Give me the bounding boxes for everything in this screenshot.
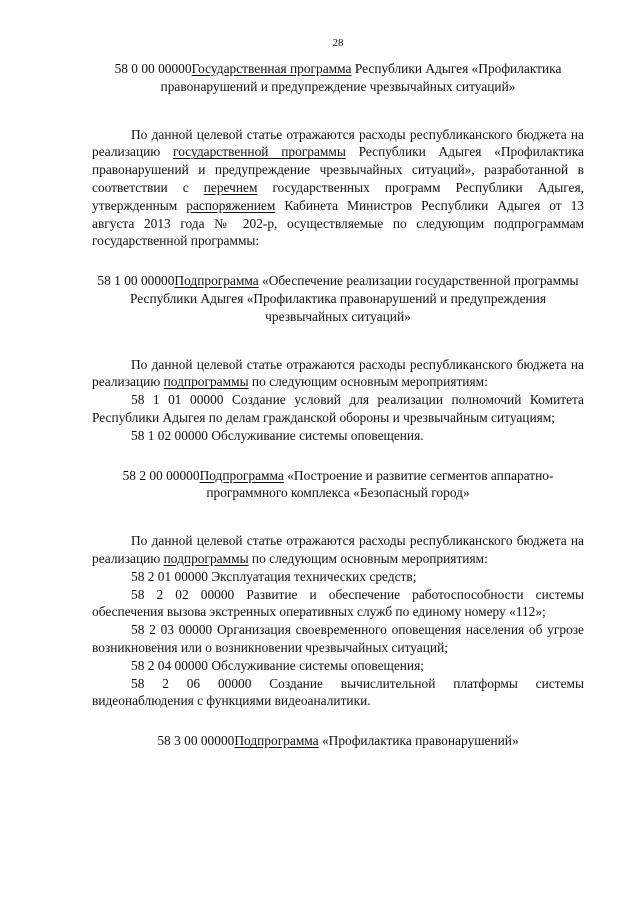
list-item: 58 2 03 00000 Организация своевременного оповещения населения об угрозе возникновения или о возникновении чрезвычайных ситуаций; bbox=[92, 622, 584, 655]
subprogram-link[interactable]: подпрограммы bbox=[163, 374, 249, 390]
paragraph-text: Кабинета Министров Республики Адыгея от 13 августа 2013 года № 202-р, осуществляемые по следующим подпрограммам государственной программы: bbox=[92, 197, 584, 249]
heading-code: 58 3 00 00000 bbox=[157, 733, 235, 749]
spacer bbox=[92, 502, 584, 532]
list-item: 58 1 01 00000 Создание условий для реализации полномочий Комитета Республики Адыгея по делам гражданской обороны и чрезвычайным ситуациям; bbox=[92, 392, 584, 425]
paragraph-text: государственных программ Республики Адыгея, утвержденным bbox=[92, 179, 584, 213]
subprogram-link[interactable]: подпрограммы bbox=[163, 550, 249, 566]
state-program-link[interactable]: государственной программы bbox=[173, 144, 346, 160]
spacer bbox=[92, 326, 584, 356]
list-item: 58 1 02 00000 Обслуживание системы оповещения. bbox=[131, 427, 424, 443]
heading-text: Республики Адыгея «Профилактика правонарушений и предупреждение чрезвычайных ситуаций» bbox=[160, 61, 562, 94]
spacer bbox=[92, 250, 584, 272]
subprogram-link[interactable]: Подпрограмма bbox=[199, 467, 284, 483]
program-link[interactable]: Государственная программа bbox=[191, 61, 352, 76]
heading-code: 58 2 00 00000 bbox=[122, 467, 200, 483]
paragraph-text: по следующим основным мероприятиям: bbox=[248, 550, 488, 566]
heading-code: 58 0 00 00000 bbox=[114, 61, 192, 76]
heading-code: 58 1 00 00000 bbox=[97, 273, 175, 289]
program-heading bbox=[92, 60, 584, 96]
paragraph-text: Республики Адыгея «Профилактика правонарушений и предупреждение чрезвычайных ситуаций», разработанной в соответствии с bbox=[92, 144, 584, 195]
list-item: 58 2 06 00000 Создание вычислительной платформы системы видеонаблюдения с функциями видеоаналитики. bbox=[92, 675, 584, 709]
list-item: 58 2 02 00000 Развитие и обеспечение работоспособности системы обеспечения вызова экстренных оперативных служб по единому номеру «112»; bbox=[92, 586, 584, 620]
spacer bbox=[92, 710, 584, 732]
list-item: 58 2 01 00000 Эксплуатация технических средств; bbox=[131, 568, 417, 584]
spacer bbox=[92, 96, 584, 126]
order-link[interactable]: распоряжением bbox=[186, 197, 276, 213]
subprogram-heading bbox=[92, 732, 584, 750]
subprogram-link[interactable]: Подпрограмма bbox=[234, 733, 319, 749]
page-number: 28 bbox=[332, 37, 344, 49]
paragraph-text: по следующим основным мероприятиям: bbox=[248, 374, 488, 390]
list-link[interactable]: перечнем bbox=[203, 179, 258, 195]
heading-text: «Построение и развитие сегментов аппаратно-программного комплекса «Безопасный город» bbox=[206, 467, 554, 501]
heading-text: «Обеспечение реализации государственной программы Республики Адыгея «Профилактика правонарушений и предупреждения чрезвычайных ситуаций» bbox=[129, 273, 579, 324]
spacer bbox=[92, 445, 584, 467]
paragraph-text: По данной целевой статье отражаются расходы республиканского бюджета на реализацию bbox=[92, 533, 584, 566]
paragraph-text: По данной целевой статье отражаются расходы республиканского бюджета на реализацию bbox=[92, 356, 584, 390]
heading-text: «Профилактика правонарушений» bbox=[318, 733, 519, 749]
paragraph-text: По данной целевой статье отражаются расходы республиканского бюджета на реализацию bbox=[92, 126, 584, 160]
program-description bbox=[92, 126, 584, 251]
subprogram-intro bbox=[92, 532, 584, 568]
list-item: 58 2 04 00000 Обслуживание системы оповещения; bbox=[131, 657, 424, 673]
subprogram-link[interactable]: Подпрограмма bbox=[174, 273, 259, 289]
subprogram-heading bbox=[92, 467, 584, 503]
subprogram-heading bbox=[92, 272, 584, 325]
subprogram-intro bbox=[92, 356, 584, 392]
